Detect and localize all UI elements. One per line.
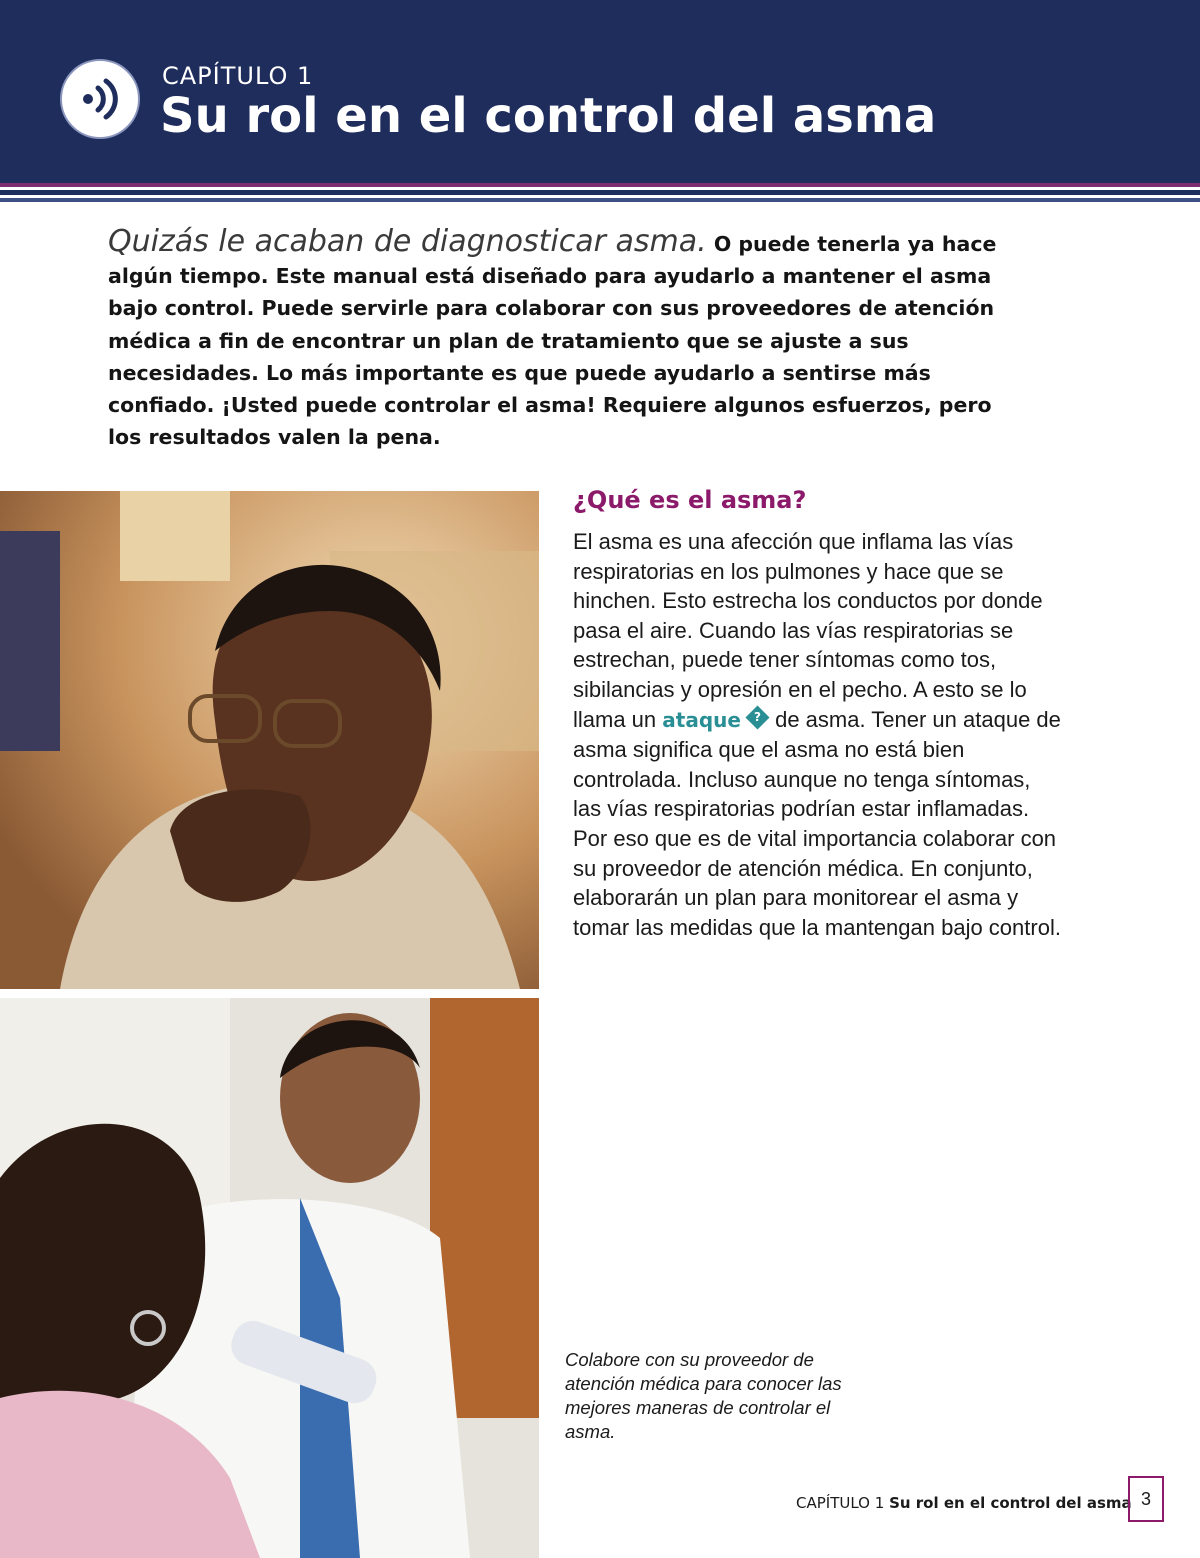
divider-blue xyxy=(0,198,1200,202)
footer-chapter xyxy=(796,1494,1132,1512)
intro-paragraph xyxy=(108,226,1028,453)
glossary-term-link[interactable]: ataque xyxy=(662,707,741,732)
intro-lead: Quizás le acaban de diagnosticar asma. xyxy=(108,224,707,259)
footer-chapter-label: CAPÍTULO 1 xyxy=(796,1494,885,1512)
photo-man-coughing xyxy=(0,491,539,989)
page-title: Su rol en el control del asma xyxy=(160,88,937,144)
glossary-icon-glyph: ? xyxy=(753,709,761,724)
page-number: 3 xyxy=(1128,1476,1164,1522)
glossary-diamond-icon[interactable] xyxy=(745,705,769,729)
section-text-continued: de asma. Tener un ataque de asma significa que el asma no está bien controlada. Incluso aunque no tenga síntomas, las vías respiratorias podrían estar inflamadas. Por eso que es de vital importancia colaborar con su proveedor de atención médica. En conjunto, elaborarán un plan para monitorear el asma y tomar las medidas que la mantengan bajo control. xyxy=(573,706,1061,940)
photo-caption: Colabore con su proveedor de atención médica para conocer las mejores maneras de controlar el asma. xyxy=(565,1349,842,1442)
section-text: El asma es una afección que inflama las vías respiratorias en los pulmones y hace que se hinchen. Esto estrecha los conductos por donde pasa el aire. Cuando las vías respiratorias se estrechan, puede tener síntomas como tos, sibilancias y opresión en el pecho. A esto se lo llama un xyxy=(573,529,1043,732)
section-heading: ¿Qué es el asma? xyxy=(573,486,807,514)
sound-waves-icon xyxy=(60,59,140,139)
photo-patient-with-provider xyxy=(0,998,539,1558)
intro-body: O puede tenerla ya hace algún tiempo. Este manual está diseñado para ayudarlo a mantener el asma bajo control. Puede servirle para colaborar con sus proveedores de atención médica a fin de encontrar un plan de tratamiento que se ajuste a sus necesidades. Lo más importante es que puede ayudarlo a sentirse más confiado. ¡Usted puede controlar el asma! Requiere algunos esfuerzos, pero los resultados valen la pena. xyxy=(108,232,997,450)
footer-chapter-title: Su rol en el control del asma xyxy=(889,1494,1132,1512)
section-body xyxy=(573,527,1063,942)
chapter-label: CAPÍTULO 1 xyxy=(162,62,314,90)
